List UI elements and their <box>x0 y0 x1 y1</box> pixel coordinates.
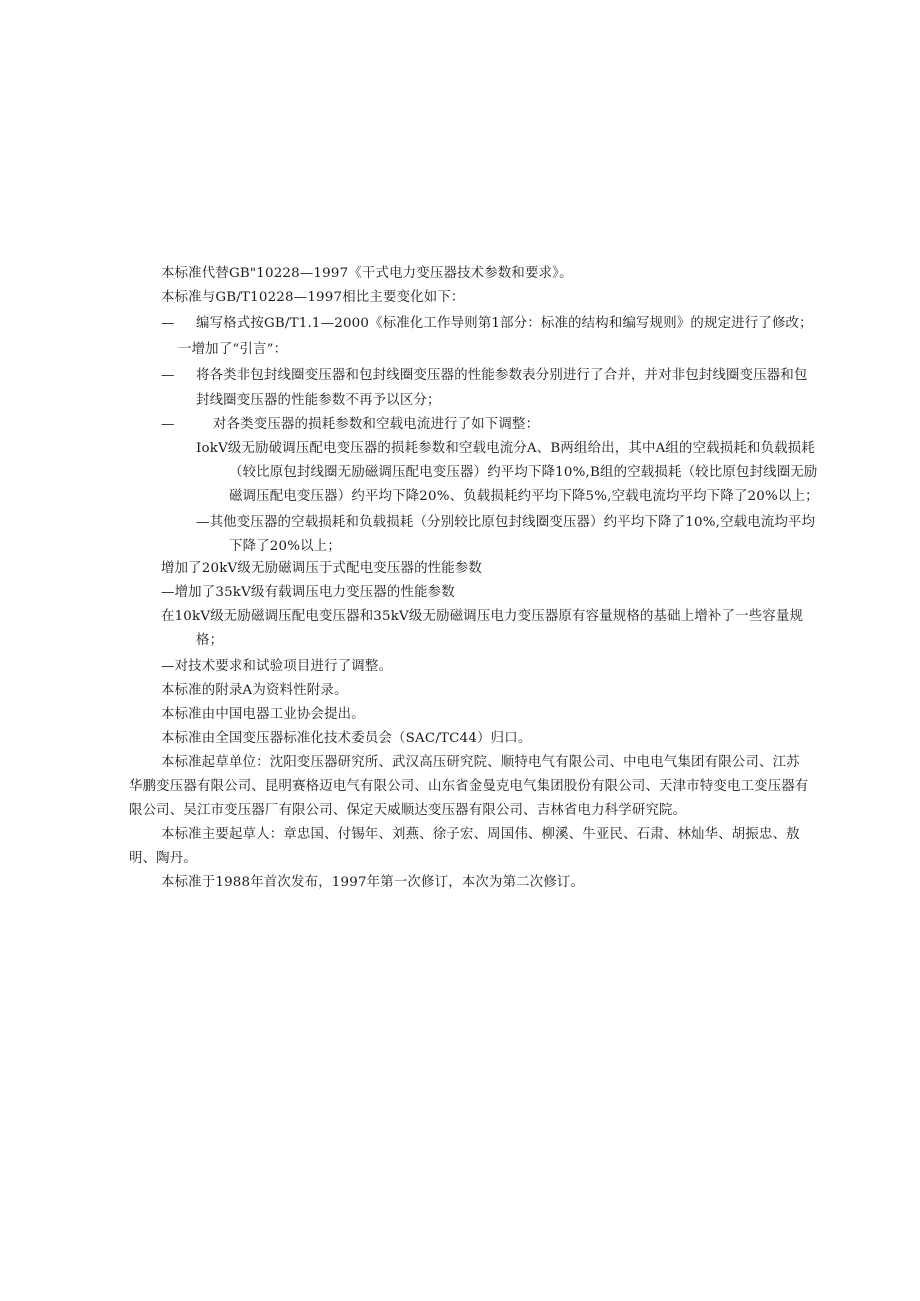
list-item-20kv-added: 增加了20kV级无励磁调压于式配电变压器的性能参数 <box>161 561 483 576</box>
list-item-merge-tables-line2: 封线圈变压器的性能参数不再予以区分； <box>196 393 441 408</box>
paragraph-drafting-units-line2: 华鹏变压器有限公司、昆明赛格迈电气有限公司、山东省金曼克电气集团股份有限公司、天津市特变电工变压器有 <box>129 779 809 794</box>
paragraph-replaces-standard: 本标准代替GB"10228—1997《干式电力变压器技术参数和要求》。 <box>161 266 573 281</box>
sub-item-10kv-line1: IokV级无励破调压配电变压器的损耗参数和空载电流分A、B两组给出，其中A组的空载损耗和负载损耗 <box>196 441 815 456</box>
list-dash: — <box>161 316 175 331</box>
list-dash: — <box>161 368 175 383</box>
paragraph-appendix: 本标准的附录A为资料性附录。 <box>161 683 348 698</box>
paragraph-drafters-line1: 本标准主要起草人：章忠国、付锡年、刘燕、徐子宏、周国伟、柳溪、牛亚民、石肃、林灿华、胡振忠、敖 <box>161 827 800 842</box>
list-item-35kv-added: —增加了35kV级有载调压电力变压器的性能参数 <box>161 585 455 600</box>
list-item-format-change: 编写格式按GB/T1.1—2000《标准化工作导则第1部分：标准的结构和编写规则》的规定进行了修改； <box>196 316 813 331</box>
paragraph-drafting-units-line1: 本标准起草单位：沈阳变压器研究所、武汉高压研究院、顺特电气有限公司、中电电气集团有限公司、江苏 <box>161 755 800 770</box>
list-item-merge-tables-line1: 将各类非包封线圈变压器和包封线圈变压器的性能参数表分别进行了合并，并对非包封线圈变压器和包 <box>196 368 808 383</box>
list-item-capacity-line1: 在10kV级无励磁调压配电变压器和35kV级无励磁调压电力变压器原有容量规格的基础上增补了一些容量规 <box>161 609 804 624</box>
sub-item-10kv-line3: 磁调压配电变压器）约平均下降20%、负载损耗约平均下降5%,空载电流均平均下降了20%以上； <box>229 489 819 504</box>
list-item-loss-adjustment: 对各类变压器的损耗参数和空载电流进行了如下调整： <box>213 417 540 432</box>
paragraph-main-changes-intro: 本标准与GB/T10228—1997相比主要变化如下： <box>161 290 465 305</box>
paragraph-drafters-line2: 明、陶丹。 <box>129 851 197 866</box>
sub-item-other-transformers-line2: 下降了20%以上； <box>229 539 341 554</box>
list-dash: — <box>161 417 175 432</box>
list-item-added-introduction: 一增加了“引言”： <box>178 342 288 357</box>
paragraph-drafting-units-line3: 限公司、吴江市变压器厂有限公司、保定天威顺达变压器有限公司、吉林省电力科学研究院。 <box>129 803 687 818</box>
list-item-tech-requirements: —对技术要求和试验项目进行了调整。 <box>161 659 393 674</box>
sub-item-10kv-line2: （较比原包封线圈无励磁调压配电变压器）约平均下降10%,B组的空载损耗（较比原包封线圈无励 <box>229 465 818 480</box>
paragraph-administered-by: 本标准由全国变压器标准化技术委员会（SAC/TC44）归口。 <box>161 731 532 746</box>
paragraph-publication-history: 本标准于1988年首次发布，1997年第一次修订，本次为第二次修订。 <box>161 875 585 890</box>
sub-item-other-transformers-line1: —其他变压器的空载损耗和负载损耗（分别较比原包封线圈变压器）约平均下降了10%,空载电流均平均 <box>196 515 816 530</box>
paragraph-proposed-by: 本标准由中国电器工业协会提出。 <box>161 707 365 722</box>
list-item-capacity-line2: 格； <box>196 633 224 648</box>
